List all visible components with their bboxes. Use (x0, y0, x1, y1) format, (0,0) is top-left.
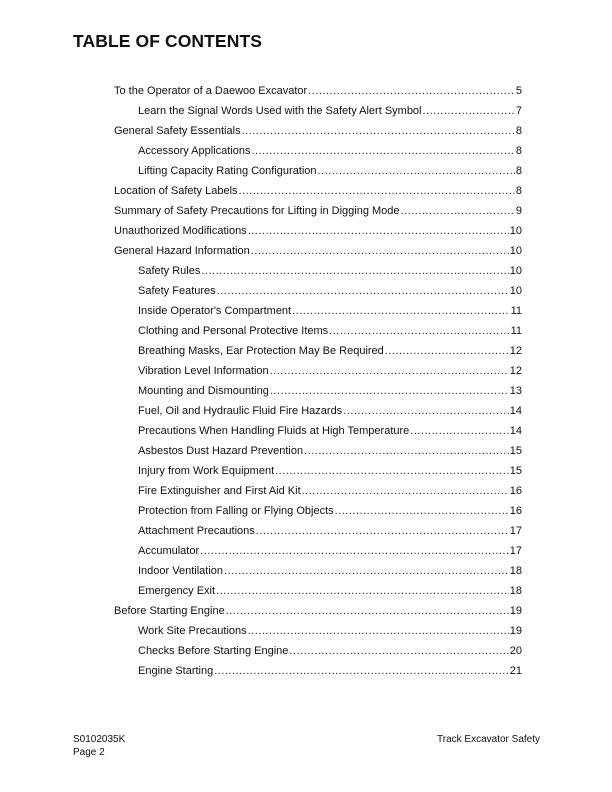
toc-entry[interactable] (114, 201, 522, 221)
toc-entry-page: 14 (509, 405, 522, 417)
toc-entry-label: Accessory Applications (138, 145, 251, 157)
toc-entry[interactable] (114, 601, 522, 621)
toc-entry-label: Asbestos Dust Hazard Prevention (138, 445, 304, 457)
toc-entry-label: Injury from Work Equipment (138, 465, 275, 477)
dot-leader (256, 521, 509, 541)
dot-leader (401, 201, 515, 221)
toc-entry-page: 15 (509, 465, 522, 477)
toc-entry-label: Fuel, Oil and Hydraulic Fluid Fire Hazards (138, 405, 343, 417)
toc-entry-label: Inside Operator's Compartment (138, 305, 292, 317)
toc-entry[interactable] (114, 81, 522, 101)
toc-entry-page: 10 (509, 285, 522, 297)
toc-entry-page: 16 (509, 485, 522, 497)
toc-entry-page: 10 (509, 265, 522, 277)
toc-entry[interactable] (114, 461, 522, 481)
dot-leader (251, 241, 509, 261)
toc-entry-page: 12 (509, 345, 522, 357)
page-number: Page 2 (73, 747, 105, 758)
toc-entry-page: 18 (509, 565, 522, 577)
toc-entry-label: Emergency Exit (138, 585, 216, 597)
toc-entry-label: Summary of Safety Precautions for Lifting in Digging Mode (114, 205, 400, 217)
toc-entry-page: 5 (515, 85, 522, 97)
dot-leader (217, 281, 509, 301)
toc-entry[interactable] (114, 661, 522, 681)
toc-entry-label: Clothing and Personal Protective Items (138, 325, 329, 337)
toc-entry[interactable] (114, 421, 522, 441)
toc-entry-label: Checks Before Starting Engine (138, 645, 289, 657)
toc-entry[interactable] (114, 241, 522, 261)
toc-entry[interactable] (114, 221, 522, 241)
toc-entry[interactable] (114, 561, 522, 581)
toc-entry-page: 17 (509, 525, 522, 537)
toc-entry-page: 12 (509, 365, 522, 377)
dot-leader (224, 561, 509, 581)
dot-leader (252, 141, 515, 161)
toc-entry[interactable] (114, 261, 522, 281)
toc-entry[interactable] (114, 141, 522, 161)
dot-leader (200, 541, 509, 561)
toc-entry-label: Location of Safety Labels (114, 185, 238, 197)
page-title: TABLE OF CONTENTS (73, 31, 263, 51)
toc-entry-label: Unauthorized Modifications (114, 225, 247, 237)
toc-entry-page: 16 (509, 505, 522, 517)
toc-entry[interactable] (114, 281, 522, 301)
toc-entry-page: 14 (509, 425, 522, 437)
toc-entry-page: 8 (515, 185, 522, 197)
toc-entry[interactable] (114, 101, 522, 121)
toc-entry[interactable] (114, 341, 522, 361)
toc-entry-label: Vibration Level Information (138, 365, 269, 377)
dot-leader (302, 481, 509, 501)
section-title: Track Excavator Safety (437, 734, 540, 745)
toc-entry-label: To the Operator of a Daewoo Excavator (114, 85, 308, 97)
toc-entry-page: 8 (515, 165, 522, 177)
toc-entry-label: General Safety Essentials (114, 125, 241, 137)
toc-entry-label: Safety Features (138, 285, 216, 297)
dot-leader (318, 161, 515, 181)
dot-leader (289, 641, 508, 661)
toc-entry[interactable] (114, 181, 522, 201)
toc-entry-label: Precautions When Handling Fluids at High Temperature (138, 425, 410, 437)
table-of-contents (114, 81, 522, 681)
toc-entry[interactable] (114, 161, 522, 181)
toc-entry-label: Lifting Capacity Rating Configuration (138, 165, 317, 177)
toc-entry-page: 10 (509, 225, 522, 237)
toc-entry[interactable] (114, 501, 522, 521)
toc-entry-page: 19 (509, 625, 522, 637)
toc-entry[interactable] (114, 481, 522, 501)
toc-entry-label: Learn the Signal Words Used with the Safety Alert Symbol (138, 105, 422, 117)
toc-entry-page: 18 (509, 585, 522, 597)
toc-entry-page: 10 (509, 245, 522, 257)
toc-entry-label: General Hazard Information (114, 245, 250, 257)
dot-leader (410, 421, 508, 441)
toc-entry-label: Breathing Masks, Ear Protection May Be Required (138, 345, 384, 357)
toc-entry-page: 17 (509, 545, 522, 557)
dot-leader (248, 221, 509, 241)
toc-entry-label: Safety Rules (138, 265, 201, 277)
toc-entry[interactable] (114, 321, 522, 341)
dot-leader (275, 461, 509, 481)
toc-entry-label: Attachment Precautions (138, 525, 255, 537)
toc-entry-page: 7 (515, 105, 522, 117)
toc-entry[interactable] (114, 301, 522, 321)
toc-entry[interactable] (114, 441, 522, 461)
toc-entry-label: Fire Extinguisher and First Aid Kit (138, 485, 301, 497)
dot-leader (242, 121, 515, 141)
dot-leader (292, 301, 509, 321)
toc-entry-page: 19 (509, 605, 522, 617)
toc-entry-page: 20 (509, 645, 522, 657)
dot-leader (239, 181, 515, 201)
dot-leader (270, 361, 509, 381)
footer-left (73, 733, 125, 759)
dot-leader (201, 261, 508, 281)
toc-entry-page: 21 (509, 665, 522, 677)
dot-leader (423, 101, 515, 121)
toc-entry-label: Protection from Falling or Flying Objects (138, 505, 334, 517)
toc-entry-label: Accumulator (138, 545, 200, 557)
dot-leader (308, 81, 515, 101)
dot-leader (248, 621, 509, 641)
toc-entry[interactable] (114, 121, 522, 141)
toc-entry[interactable] (114, 581, 522, 601)
dot-leader (304, 441, 509, 461)
toc-entry[interactable] (114, 381, 522, 401)
toc-entry-page: 8 (515, 145, 522, 157)
dot-leader (335, 501, 509, 521)
dot-leader (343, 401, 509, 421)
toc-entry[interactable] (114, 621, 522, 641)
toc-entry-page: 15 (509, 445, 522, 457)
dot-leader (270, 381, 509, 401)
toc-entry[interactable] (114, 541, 522, 561)
dot-leader (385, 341, 509, 361)
toc-entry-page: 9 (515, 205, 522, 217)
dot-leader (329, 321, 509, 341)
toc-entry-page: 8 (515, 125, 522, 137)
toc-entry-label: Indoor Ventilation (138, 565, 224, 577)
document-id: S0102035K (73, 734, 126, 745)
toc-entry-label: Before Starting Engine (114, 605, 225, 617)
toc-entry[interactable] (114, 641, 522, 661)
toc-entry[interactable] (114, 521, 522, 541)
toc-entry[interactable] (114, 401, 522, 421)
toc-entry-label: Mounting and Dismounting (138, 385, 269, 397)
dot-leader (226, 601, 509, 621)
toc-entry-page: 13 (509, 385, 522, 397)
dot-leader (214, 661, 509, 681)
dot-leader (216, 581, 509, 601)
toc-entry[interactable] (114, 361, 522, 381)
toc-entry-page: 11 (510, 325, 522, 337)
toc-entry-label: Engine Starting (138, 665, 214, 677)
toc-entry-label: Work Site Precautions (138, 625, 247, 637)
toc-entry-page: 11 (510, 305, 522, 317)
